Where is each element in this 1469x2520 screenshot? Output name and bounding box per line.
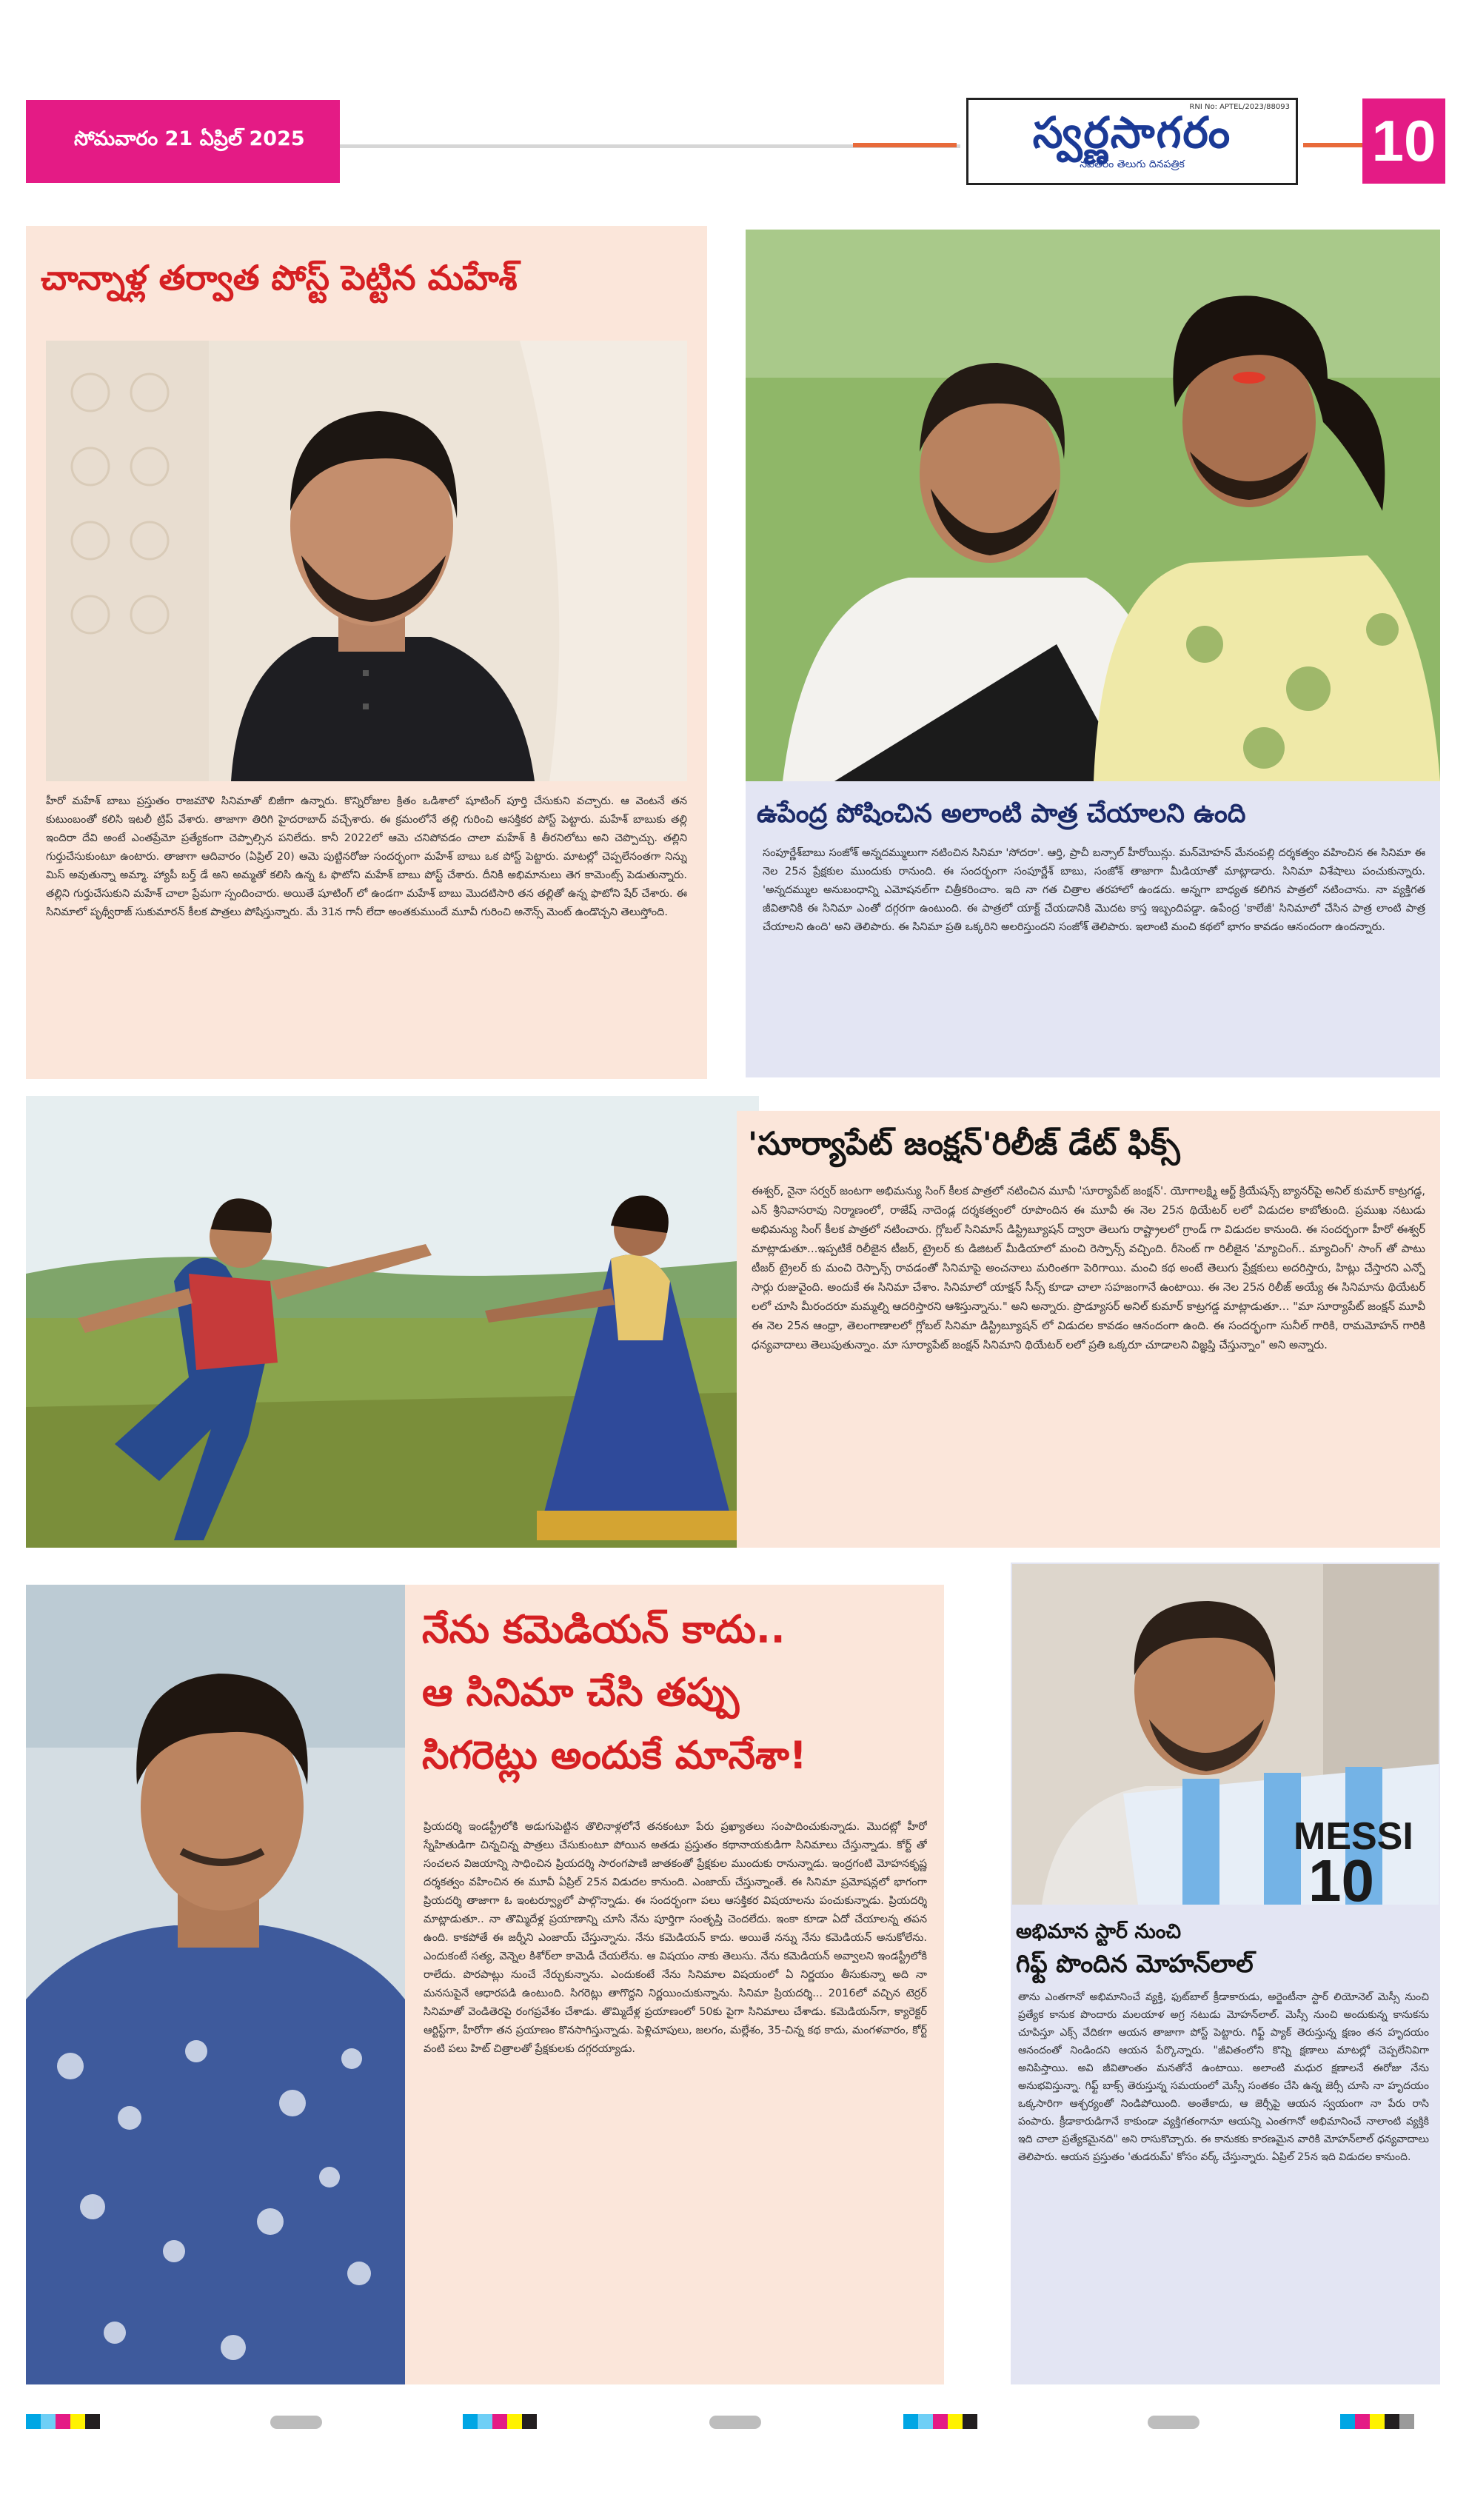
story-priyadarshi-body: ప్రియదర్శి ఇండస్ట్రీలోకి అడుగుపెట్టిన తొలినాళ్లలోనే తనకంటూ పేరు ప్రఖ్యాతలు సంపాదించుకున్నాడు. మొదట్లో హీరో స్నేహితుడిగా చిన్నచిన్న పాత్రలు చేసుకుంటూ పోయిన అతడు ప్రస్తుతం కథానాయకుడిగా సినిమాలు చేస్తున్నాడు. కోర్ట్ తో సంచలన విజయాన్ని సాధించిన ప్రియదర్శి సారంగపాణి జాతకంతో ప్రేక్షకుల ముందుకు రానున్నాడు. ఇంద్రగంటి మోహనకృష్ణ దర్శకత్వం వహించిన ఈ మూవీ ఏప్రిల్ 25న విడుదల కానుంది. ఎంజాయ్ చేస్తున్నాంతే. ఈ సినిమా ప్రమోషన్లలో భాగంగా ప్రియదర్శి తాజాగా ఓ ఇంటర్వ్యూలో పాల్గొన్నాడు. ఈ సందర్భంగా పలు ఆసక్తికర విషయాలను పంచుకున్నాడు. ప్రియదర్శి మాట్లాడుతూ.. నా తొమ్మిదేళ్ల ప్రయాణాన్ని చూసి నేను పూర్తిగా సంతృప్తి చెందలేదు. ఇంకా కూడా ఏదో చేయాలన్న తపన ఉంది. కాకపోతే ఈ జర్నీని ఎంజాయ్ చేస్తున్నాను. నేను కమెడియన్ కాదు. అయితే నన్ను నేను కమెడియన్ అనుకోలేను. ఎందుకంటే సత్య, వెన్నెల కిశోర్‌లా కామెడీ చేయలేను. ఆ విషయం నాకు తెలుసు. నేను కమెడియన్ అవ్వాలని ఇండస్ట్రీలోకి రాలేదు. పొరపాట్లు నుంచే నేర్చుకున్నాను. ఎందుకంటే నేను సినిమాల విషయంలో ఏ నిర్ణయం తీసుకున్నా అది నా మనసుపైనే ఆధారపడి ఉంటుంది. సిగరెట్లు తాగొద్దని నిర్ణయించుకున్నాను. సినిమా ప్రియదర్శి... 2016లో వచ్చిన టెర్రర్ సినిమాతో వెండితెరపై రంగప్రవేశం చేశాడు. తొమ్మిదేళ్ల ప్రయాణంలో 50కు పైగా సినిమాలు చేశాడు. కమెడియన్‌గా, క్యారెక్టర్ ఆర్టిస్ట్‌గా, హీరోగా తన ప్రయాణం కొనసాగిస్తున్నాడు. పెళ్లిచూపులు, జలగం, మల్లేశం, 35-చిన్న కథ కాదు, మంగళవారం, కోర్ట్ వంటి పలు హిట్ చిత్రాలతో ప్రేక్షకులకు దగ్గరయ్యాడు. [424,1821,927,2055]
reg-swatch [1355,2414,1370,2429]
header-rule-accent-left [853,143,957,147]
jersey-name-text: MESSI [1294,1815,1413,1858]
reg-swatch [1370,2414,1385,2429]
issue-date: సోమవారం 21 ఏప్రిల్ 2025 [74,127,305,150]
reg-swatch [948,2414,963,2429]
reg-swatch [478,2414,492,2429]
story-upendra-body: సంపూర్ణేశ్‌బాబు సంజోశ్ అన్నదమ్ములుగా నటించిన సినిమా 'సోదరా'. ఆర్తి, ప్రాచీ బన్సాల్ హీరోయిన్లు. మన్‌మోహన్ మేనంపల్లి దర్శకత్వం వహించిన ఈ సినిమా ఈ నెల 25న ప్రేక్షకుల ముందుకు రానుంది. ఈ సందర్భంగా సంపూర్ణేశ్ బాబు, సంజోశ్ తాజాగా మీడియాతో మాట్లాడారు. సినిమా విశేషాలు పంచుకున్నారు. 'అన్నదమ్ముల అనుబంధాన్ని ఎమోషనల్‌గా చిత్రీకరించాం. ఇది నా గత చిత్రాల తరహాలో ఉండదు. అన్నగా బాధ్యత కలిగిన పాత్రలో నటించాను. నా వ్యక్తిగత జీవితానికి ఈ సినిమా ఎంతో దగ్గరగా ఉంటుంది. ఈ పాత్రలో యాక్ట్ చేయడానికి మొదట కాస్త ఇబ్బందిపడ్డా. ఉపేంద్ర 'కాలేజీ' సినిమాలో చేసిన పాత్ర లాంటి పాత్ర చేయాలని ఉంది' అని తెలిపారు. ఈ సినిమా ప్రతి ఒక్కరిని అలరిస్తుందని సంజోశ్ తెలిపారు. ఇలాంటి మంచి కథలో భాగం కావడం ఆనందంగా ఉందన్నారు. [763,847,1425,933]
masthead-logo [966,98,1298,185]
page-number: 10 [1362,98,1445,184]
story-mohanlal-headline-2: గిఫ్ట్ పొందిన మోహన్‌లాల్ [1016,1949,1254,1978]
mohanlal-photo [1012,1564,1439,1905]
reg-swatch [918,2414,933,2429]
sodara-photo [746,230,1440,781]
story-suryapet-body: ఈశ్వర్, నైనా సర్వర్ జంటగా అభిమన్యు సింగ్ కీలక పాత్రలో నటించిన మూవీ 'సూర్యాపేట్ జంక్షన్'. యోగాలక్ష్మి ఆర్ట్ క్రియేషన్స్ బ్యానర్‌పై అనిల్ కుమార్ కాట్రగడ్డ, ఎన్ శ్రీనివాసరావు నిర్మాణంలో, రాజేష్ నాదెండ్ల దర్శకత్వంలో రూపొందిన ఈ మూవీ ఈ నెల 25న థియేటర్ లలో విడుదల కాబోతుంది. ప్రముఖ నటుడు అభిమన్యు సింగ్ కీలక పాత్రలో నటించారు. గ్లోబల్ సినిమాస్ డిస్ట్రిబ్యూషన్ ద్వారా తెలుగు రాష్ట్రాలలో గ్రాండ్ గా విడుదల కానుంది. ఈ సందర్భంగా హీరో ఈశ్వర్ మాట్లాడుతూ...ఇప్పటికే రిలీజైన టీజర్, ట్రైలర్ కు డిజిటల్ మీడియాలో మంచి రెస్పాన్స్ వచ్చింది. రీసెంట్ గా రిలీజైన 'మ్యాచింగ్.. మ్యాచింగ్' సాంగ్ తో పాటు టీజర్ ట్రైలర్ కు మంచి రెస్పాన్స్ రావడంతో సినిమాపై అంచనాలు మరింతగా పెరిగాయి. మంచి కథ అంటే తెలుగు ప్రేక్షకులు అదరిస్తారు, హిట్లు చేస్తారని ఎన్నో సార్లు రుజువైంది. అందుకే ఈ సినిమా చేశాం. సినిమాలో యాక్షన్ సీన్స్ కూడా చాలా సహజంగానే ఉంటాయి. ఈ నెల 25న రిలీజ్ అయ్యే ఈ సినిమాను థియేటర్ లలో చూసి మీరందరూ మమ్మల్ని ఆదరిస్తారని ఆశిస్తున్నాను." అని అన్నారు. ప్రొడ్యూసర్ అనిల్ కుమార్ కాట్రగడ్డ మాట్లాడుతూ... "మా సూర్యాపేట్ జంక్షన్ మూవీ ఈ నెల 25న ఆంధ్రా, తెలంగాణాలలో గ్లోబల్ సినిమా డిస్ట్రిబ్యూషన్ లో విడుదల కావడం ఆనందంగా ఉంది. ఈ సందర్భంగా సునీల్ గారికి, రామమోహన్ గారికి ధన్యవాదాలు తెలుపుతున్నాం. మా సూర్యాపేట్ జంక్షన్ సినిమాని థియేటర్ లలో ప్రతి ఒక్కరూ చూడాలని విజ్ఞప్తి చేస్తున్నాం" అని అన్నారు. [752,1184,1425,1351]
reg-swatch [903,2414,918,2429]
story-upendra-headline: ఉపేంద్ర పోషించిన అలాంటి పాత్ర చేయాలని ఉంది [757,799,1246,829]
story-priyadarshi-headline-3: సిగరెట్లు అందుకే మానేశా! [422,1734,807,1778]
jersey-number-text: 10 [1308,1848,1374,1905]
story-mohanlal-body: తాను ఎంతగానో అభిమానించే వ్యక్తి, ఫుట్‌బాల్ క్రీడాకారుడు, అర్జెంటీనా స్టార్ లియోనెల్ మెస్సీ నుంచి ప్రత్యేక కానుక పొందారు మలయాళ అగ్ర నటుడు మోహన్‌లాల్. మెస్సీ నుంచి అందుకున్న కానుకను చూపిస్తూ ఎక్స్ వేదికగా ఆయన తాజాగా పోస్ట్ పెట్టారు. గిఫ్ట్ ప్యాక్ తెరుస్తున్న క్షణం తన హృదయం ఆనందంతో నిండిందని ఆయన పేర్కొన్నారు. "జీవితంలోని కొన్ని క్షణాలు మాటల్లో చెప్పలేనివిగా అనిపిస్తాయి. అవి జీవితాంతం మనతోనే ఉంటాయి. అలాంటి మధుర క్షణాలనే ఈరోజు నేను అనుభవిస్తున్నా. గిఫ్ట్ బాక్స్ తెరుస్తున్న సమయంలో మెస్సీ సంతకం చేసి ఉన్న జెర్సీ చూసి నా హృదయం ఒక్కసారిగా ఆశ్చర్యంతో నిండిపోయింది. అంతేకాదు, ఆ జెర్సీపై ఆయన స్వయంగా నా పేరు రాసి పంపారు. క్రీడాకారుడిగానే కాకుండా వ్యక్తిగతంగానూ ఆయన్ని ఎంతగానో అభిమానించే నాలాంటి వ్యక్తికి ఇది చాలా ప్రత్యేకమైనది" అని రాసుకొచ్చారు. ఈ కానుకకు కారణమైన వారికి మోహన్‌లాల్ ధన్యవాదాలు తెలిపారు. ఆయన ప్రస్తుతం 'తుడరుమ్' కోసం వర్క్ చేస్తున్నారు. ఏప్రిల్ 25న ఇది విడుదల కానుంది. [1018,1991,1429,2163]
reg-swatch [85,2414,100,2429]
mahesh-photo [46,341,687,781]
reg-swatch [26,2414,41,2429]
story-mohanlal-headline-1: అభిమాన స్టార్ నుంచి [1016,1920,1182,1943]
reg-swatch [1399,2414,1414,2429]
reg-swatch [933,2414,948,2429]
paper-name: స్వర్ణసాగరం [1032,107,1232,158]
registration-pill [709,2416,761,2429]
registration-pill [1148,2416,1199,2429]
reg-swatch [56,2414,70,2429]
reg-swatch [1340,2414,1355,2429]
story-mahesh-body: హీరో మహేశ్ బాబు ప్రస్తుతం రాజమౌళి సినిమాతో బిజీగా ఉన్నారు. కొన్నిరోజుల క్రితం ఒడిశాలో షూటింగ్ పూర్తి చేసుకుని వచ్చారు. ఆ వెంటనే తన కుటుంబంతో కలిసి ఇటలీ ట్రిప్ వేశారు. తాజాగా తిరిగి హైదరాబాద్ వచ్చేశారు. ఈ క్రమంలోనే తల్లి గురించి ఆసక్తికర పోస్ట్ పెట్టారు. మహేశ్ బాబుకు తల్లి ఇందిరా దేవి అంటే ఎంతప్రేమో ప్రత్యేకంగా చెప్పాల్సిన పనిలేదు. కానీ 2022లో ఆమె చనిపోవడం చాలా మహేశ్ కి తీరనిలోటు అని చెప్పొచ్చు. తల్లిని గుర్తుచేసుకుంటూ ఉంటారు. తాజాగా ఆదివారం (ఏప్రిల్ 20) ఆమె పుట్టినరోజు సందర్భంగా మహేశ్ బాబు ఒక పోస్ట్ పెట్టారు. మాటల్లో చెప్పలేనంతగా నిన్ను మిస్ అవుతున్నా అమ్మా. హ్యాపీ బర్త్ డే అని అమ్మతో కలిసి ఉన్న ఓ ఫొటోని మహేశ్ బాబు పోస్ట్ చేశారు. దీనికి అభిమానులు తెగ కామెంట్స్ పెడుతున్నారు. తల్లిని గుర్తుచేసుకుని మహేశ్ చాలా ప్రేమగా స్పందించారు. అయితే షూటింగ్ లో ఉండగా మహేశ్ బాబు మొదటిసారి తన తల్లితో ఉన్న ఫొటోని షేర్ చేశారు. ఈ సినిమాలో పృథ్వీరాజ్ సుకుమారన్ కీలక పాత్రలు పోషిస్తున్నారు. మే 31న గానీ లేదా అంతకుముందే మూవీ గురించి అనౌన్స్ మెంట్ ఉండొచ్చని తెలుస్తోంది. [46,795,687,918]
priyadarshi-photo [26,1585,405,2384]
color-registration-strip-2 [463,2414,537,2429]
reg-swatch [507,2414,522,2429]
reg-swatch [522,2414,537,2429]
story-mahesh-headline: చాన్నాళ్ల తర్వాత పోస్ట్ పెట్టిన మహేశ్ [41,258,518,298]
color-registration-strip-4 [1340,2414,1414,2429]
rni-number: RNI No: APTEL/2023/88093 [1189,103,1290,111]
color-registration-strip-3 [903,2414,977,2429]
reg-swatch [492,2414,507,2429]
date-banner [26,100,340,183]
story-suryapet-headline: 'సూర్యాపేట్ జంక్షన్'రిలీజ్ డేట్ ఫిక్స్ [748,1126,1180,1163]
reg-swatch [70,2414,85,2429]
color-registration-strip-1 [26,2414,100,2429]
header-rule-accent-right [1303,143,1362,147]
reg-swatch [963,2414,977,2429]
paper-tagline: నవతరం తెలుగు దినపత్రిక [1080,158,1185,170]
reg-swatch [1385,2414,1399,2429]
reg-swatch [463,2414,478,2429]
registration-pill [270,2416,322,2429]
suryapet-photo [26,1096,759,1548]
story-priyadarshi-headline-2: ఆ సినిమా చేసి తప్పు [422,1671,740,1715]
story-priyadarshi-headline-1: నేను కమెడియన్ కాదు.. [422,1608,786,1652]
reg-swatch [41,2414,56,2429]
